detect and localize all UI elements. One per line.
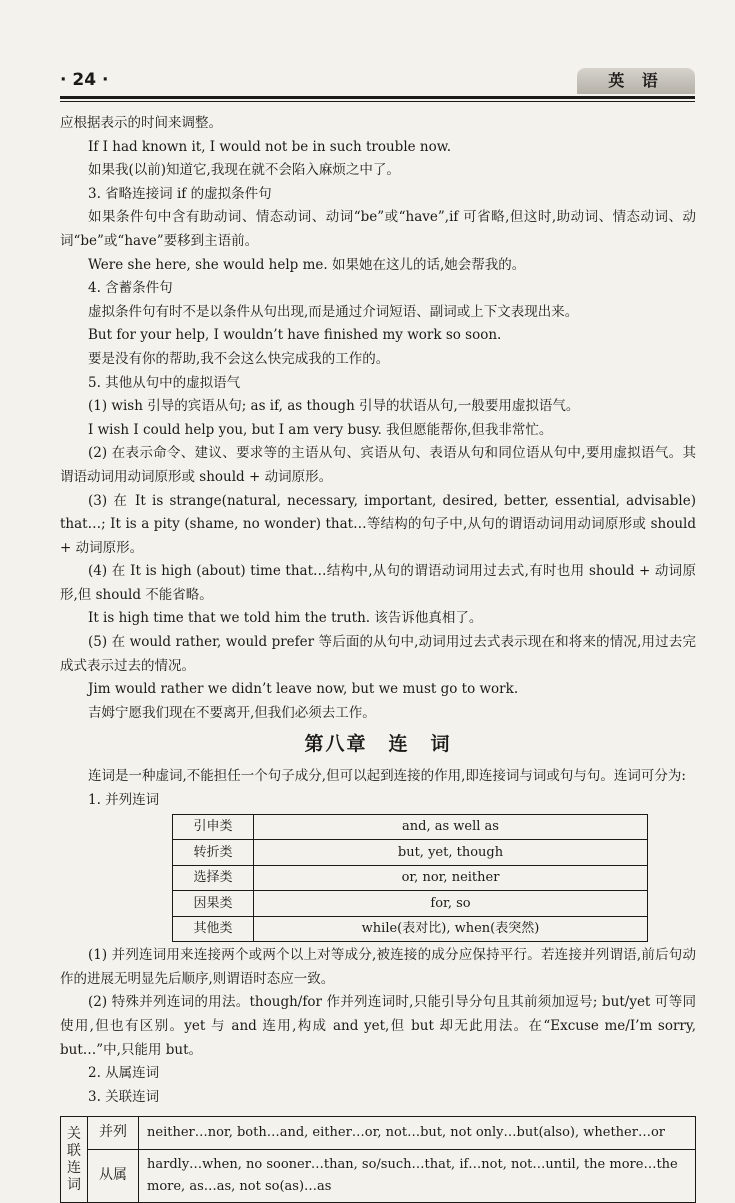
table-row (173, 814, 648, 840)
table-cell-type: 从属 (88, 1149, 139, 1202)
section-heading: 4. 含蓄条件句 (88, 280, 173, 297)
paragraph: (3) 在 It is strange(natural, necessary, important, desired, better, essential, advisable) that…; It is a pity (shame, no wonder) that…等结构的句子中,从句的谓语动词用动词原形或 should + 动词原形。 (60, 492, 696, 556)
table-row (173, 865, 648, 891)
paragraph: 如果条件句中含有助动词、情态动词、动词“be”或“have”,if 可省略,但这时,助动词、情态动词、动词“be”或“have”要移到主语前。 (60, 209, 696, 249)
table-row (61, 1149, 696, 1202)
table-cell-type: 并列 (88, 1117, 139, 1150)
chapter-intro: 连词是一种虚词,不能担任一个句子成分,但可以起到连接的作用,即连接词与词或句与句。连词可分为: (88, 768, 686, 785)
note-paragraph: (1) 并列连词用来连接两个或两个以上对等成分,被连接的成分应保持平行。若连接并列谓语,前后句动作的进展无明显先后顺序,则谓语时态应一致。 (60, 947, 696, 987)
page-content (60, 112, 696, 1203)
header-rule-thin (60, 101, 695, 102)
subject-tab: 英 语 (577, 68, 695, 94)
example-sentence: Were she here, she would help me. 如果她在这儿的话,她会帮我的。 (88, 256, 526, 273)
table-cell-words: while(表对比), when(表突然) (254, 916, 648, 942)
table-row (61, 1117, 696, 1150)
section-heading: 5. 其他从句中的虚拟语气 (88, 374, 241, 391)
example-sentence: If I had known it, I would not be in such trouble now. (88, 138, 451, 155)
translation: 要是没有你的帮助,我不会这么快完成我的工作的。 (88, 350, 390, 367)
paragraph: (5) 在 would rather, would prefer 等后面的从句中,动词用过去式表示现在和将来的情况,用过去完成式表示过去的情况。 (60, 634, 696, 674)
page-number: · 24 · (60, 70, 109, 90)
paragraph: (2) 在表示命令、建议、要求等的主语从句、宾语从句、表语从句和同位语从句中,要用虚拟语气。其谓语动词用动词原形或 should + 动词原形。 (60, 445, 696, 485)
table-cell-category: 因果类 (173, 891, 254, 917)
table-row (173, 891, 648, 917)
table-cell-words: neither…nor, both…and, either…or, not…but, not only…but(also), whether…or (139, 1117, 696, 1150)
paragraph: (4) 在 It is high (about) time that…结构中,从句的谓语动词用过去式,有时也用 should + 动词原形,但 should 不能省略。 (60, 563, 696, 603)
table-cell-words: or, nor, neither (254, 865, 648, 891)
coordinating-conjunctions-table (172, 814, 648, 943)
table-cell-category: 其他类 (173, 916, 254, 942)
paragraph: 应根据表示的时间来调整。 (60, 115, 222, 131)
paragraph: 虚拟条件句有时不是以条件从句出现,而是通过介词短语、副词或上下文表现出来。 (88, 303, 579, 320)
header-rule (60, 96, 695, 99)
example-sentence: I wish I could help you, but I am very busy. 我但愿能帮你,但我非常忙。 (88, 421, 553, 438)
section-heading: 3. 省略连接词 if 的虚拟条件句 (88, 185, 272, 202)
page-header (60, 68, 695, 96)
paragraph: (1) wish 引导的宾语从句; as if, as though 引导的状语从句,一般要用虚拟语气。 (88, 398, 580, 415)
translation: 如果我(以前)知道它,我现在就不会陷入麻烦之中了。 (88, 162, 400, 179)
table-cell-category: 引申类 (173, 814, 254, 840)
section-heading: 3. 关联连词 (88, 1088, 160, 1105)
table-cell-category: 选择类 (173, 865, 254, 891)
example-sentence: But for your help, I wouldn’t have finished my work so soon. (88, 327, 502, 344)
correlative-conjunctions-table (60, 1116, 696, 1203)
example-sentence: Jim would rather we didn’t leave now, but we must go to work. (88, 681, 519, 698)
table-cell-words: hardly…when, no sooner…than, so/such…that, if…not, not…until, the more…the more, as…as, not so(as)…as (139, 1149, 696, 1202)
table-cell-category: 转折类 (173, 840, 254, 866)
example-sentence: It is high time that we told him the truth. 该告诉他真相了。 (88, 610, 483, 627)
table-cell-words: for, so (254, 891, 648, 917)
note-paragraph: (2) 特殊并列连词的用法。though/for 作并列连词时,只能引导分句且其前须加逗号; but/yet 可等同使用,但也有区别。yet 与 and 连用,构成 and yet,但 but 却无此用法。在“Excuse me/I’m sorry, but…”中,只能用 but。 (60, 994, 696, 1058)
chapter-title: 第八章 连 词 (304, 733, 452, 756)
table-row (173, 916, 648, 942)
table-cell-words: and, as well as (254, 814, 648, 840)
table-row (173, 840, 648, 866)
table-label-vertical: 关联连词 (61, 1117, 88, 1203)
section-heading: 1. 并列连词 (88, 792, 160, 809)
table-cell-words: but, yet, though (254, 840, 648, 866)
translation: 吉姆宁愿我们现在不要离开,但我们必须去工作。 (88, 704, 376, 721)
section-heading: 2. 从属连词 (88, 1065, 160, 1082)
